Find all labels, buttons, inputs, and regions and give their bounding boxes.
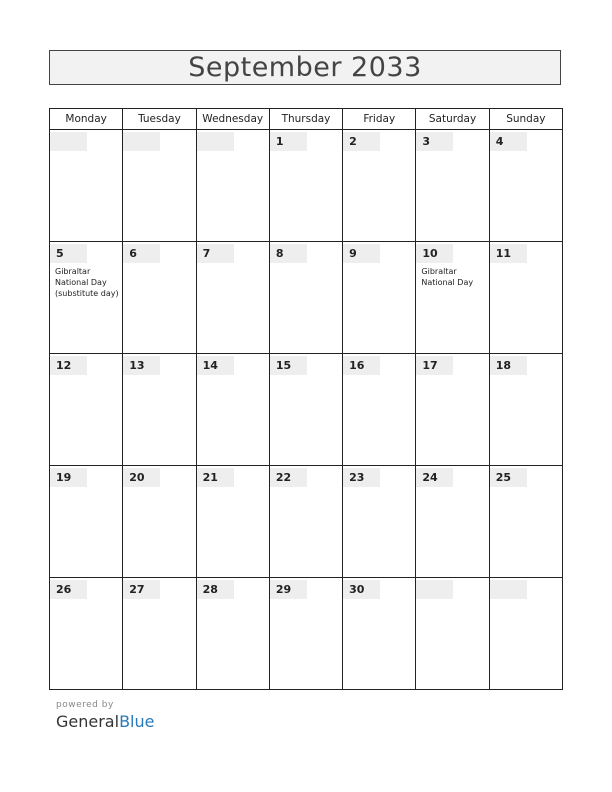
day-number xyxy=(197,132,234,151)
day-cell xyxy=(196,130,269,242)
day-number: 10 xyxy=(416,244,453,263)
day-cell xyxy=(50,578,123,690)
day-number xyxy=(416,580,453,599)
day-cell xyxy=(416,242,489,354)
weekday-friday: Friday xyxy=(343,109,416,130)
weekday-sunday: Sunday xyxy=(489,109,562,130)
weekday-saturday: Saturday xyxy=(416,109,489,130)
day-number xyxy=(490,580,527,599)
day-cell xyxy=(343,354,416,466)
brand-general: General xyxy=(56,712,120,731)
day-number: 1 xyxy=(270,132,307,151)
day-number: 29 xyxy=(270,580,307,599)
day-cell xyxy=(489,242,562,354)
holiday-note: Gibraltar National Day (substitute day) xyxy=(55,267,119,298)
day-cell xyxy=(50,466,123,578)
day-cell xyxy=(416,466,489,578)
day-cell xyxy=(123,466,196,578)
powered-by-text: powered by xyxy=(56,700,114,710)
calendar-grid xyxy=(49,108,563,690)
day-number xyxy=(123,132,160,151)
day-number: 2 xyxy=(343,132,380,151)
footer xyxy=(56,700,154,731)
day-number: 19 xyxy=(50,468,87,487)
day-number: 6 xyxy=(123,244,160,263)
title-box xyxy=(49,50,561,85)
day-cell xyxy=(269,242,342,354)
day-number: 28 xyxy=(197,580,234,599)
day-cell xyxy=(489,354,562,466)
day-number: 20 xyxy=(123,468,160,487)
day-cell xyxy=(50,242,123,354)
day-number: 23 xyxy=(343,468,380,487)
day-cell xyxy=(489,578,562,690)
page-title: September 2033 xyxy=(188,52,422,83)
day-number: 8 xyxy=(270,244,307,263)
day-cell xyxy=(343,130,416,242)
brand-blue: Blue xyxy=(119,712,155,731)
day-cell xyxy=(489,130,562,242)
day-cell xyxy=(416,578,489,690)
day-number: 17 xyxy=(416,356,453,375)
weekday-monday: Monday xyxy=(50,109,123,130)
day-cell xyxy=(196,578,269,690)
day-cell xyxy=(196,354,269,466)
week-row xyxy=(50,578,563,690)
day-cell xyxy=(50,354,123,466)
day-cell xyxy=(123,578,196,690)
day-number: 9 xyxy=(343,244,380,263)
day-cell xyxy=(343,466,416,578)
day-number: 14 xyxy=(197,356,234,375)
day-cell xyxy=(269,130,342,242)
weekday-tuesday: Tuesday xyxy=(123,109,196,130)
day-cell xyxy=(343,578,416,690)
day-cell xyxy=(343,242,416,354)
day-cell xyxy=(489,466,562,578)
day-number: 27 xyxy=(123,580,160,599)
day-number: 3 xyxy=(416,132,453,151)
day-cell xyxy=(196,466,269,578)
holiday-note: Gibraltar National Day xyxy=(421,267,474,287)
day-cell xyxy=(269,354,342,466)
day-cell xyxy=(123,242,196,354)
day-number: 22 xyxy=(270,468,307,487)
week-row xyxy=(50,354,563,466)
day-cell xyxy=(123,354,196,466)
day-number: 12 xyxy=(50,356,87,375)
week-row xyxy=(50,130,563,242)
week-row xyxy=(50,242,563,354)
day-number: 25 xyxy=(490,468,527,487)
day-number: 11 xyxy=(490,244,527,263)
day-cell xyxy=(416,130,489,242)
day-number: 24 xyxy=(416,468,453,487)
day-number: 18 xyxy=(490,356,527,375)
day-number: 15 xyxy=(270,356,307,375)
day-cell xyxy=(269,578,342,690)
brand-logo xyxy=(56,712,154,731)
day-cell xyxy=(50,130,123,242)
day-cell xyxy=(196,242,269,354)
week-row xyxy=(50,466,563,578)
day-number: 4 xyxy=(490,132,527,151)
weekday-header-row xyxy=(50,109,563,130)
day-number xyxy=(50,132,87,151)
day-number: 26 xyxy=(50,580,87,599)
weekday-wednesday: Wednesday xyxy=(196,109,269,130)
day-number: 13 xyxy=(123,356,160,375)
day-number: 21 xyxy=(197,468,234,487)
day-cell xyxy=(269,466,342,578)
day-number: 30 xyxy=(343,580,380,599)
day-number: 7 xyxy=(197,244,234,263)
weekday-thursday: Thursday xyxy=(269,109,342,130)
day-number: 16 xyxy=(343,356,380,375)
day-cell xyxy=(123,130,196,242)
day-cell xyxy=(416,354,489,466)
day-number: 5 xyxy=(50,244,87,263)
